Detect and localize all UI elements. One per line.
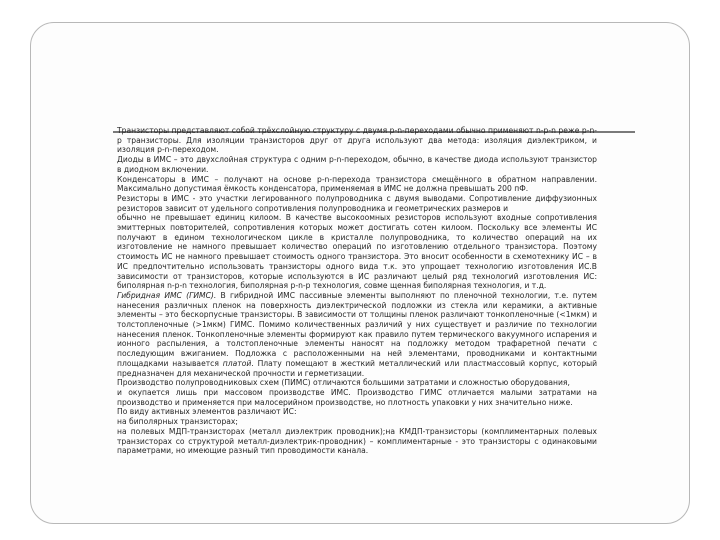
paragraph-active-elements: По виду активных элементов различают ИС:: [117, 407, 297, 417]
paragraph-hybrid-ic: [117, 291, 597, 378]
hybrid-ic-term: Гибридная ИМС (ГИМС).: [117, 290, 217, 300]
plata-term: платой: [222, 358, 252, 368]
hybrid-ic-text-end: . Плату помещают в жесткий металлический или пластмассовый корпус, который предназначен для механической прочности и герметизации.: [117, 358, 598, 378]
paragraph-resistance-and-technology: обычно не превышает единиц килоом. В качестве высокоомных резисторов используют входные сопротивления эмиттерных повторителей, сопротивления которых может достигать сотен килоом. Поскольку все элементы ИС получают в едином технологическом цикле в кристалле полупроводника, то количество операций на их изготовление не намного превышает количество операций по изготовлению отдельного транзистора. Поэтому стоимость ИС не намного превышает стоимость одного транзистора. Это вносит особенности в схемотехнику ИС – в ИС предпочтительно использовать транзисторы одного вида т.к. это упрощает технологию изготовления ИС.В зависимости от транзисторов, которые используются в ИС различают целый ряд технологий изготовления ИС: биполярная n-p-n технология, биполярная p-n-p технология, совме щенная биполярная технология, и т.д.: [117, 213, 597, 291]
paragraph-mdp: на полевых МДП-транзисторах (металл диэлектрик проводник);на КМДП-транзисторы (комплиментарных полевых транзисторах со структурой металл-диэлектрик-проводник) – комплиментарные - это транзисторы с одинаковыми параметрами, но имеющие разный тип проводимости канала.: [117, 426, 597, 456]
paragraph-production: Производство полупроводниковых схем (ПИМС) отличаются большими затратами и сложностью оборудования,: [117, 378, 570, 388]
hybrid-ic-text: В гибридной ИМС пассивные элементы выполняют по пленочной технологии, т.е. путем нанесения различных пленок на поверхность диэлектрической подложки из стекла или керамики, а активные элементы – это бескорпусные транзисторы. В зависимости от толщины пленок различают тонкопленочные (<1мкм) и толстопленочные (>1мкм) ГИМС. Помимо количественных различий у них существует и различие по технологии нанесения пленок. Тонкопленочные элементы формируют как правило путем термического вакуумного испарения и ионного распыления, а толстопленочные элементы наносят на подложку методом трафаретной печати с последующим вжиганием. Подложка с расположенными на ней элементами, проводниками и контактными площадками называется: [117, 290, 598, 368]
paragraph-diodes: Диоды в ИМС – это двухслойная структура с одним p-n-переходом, обычно, в качестве диода используют транзистор в диодном включении.: [117, 155, 597, 174]
paragraph-payback: и окупается лишь при массовом производстве ИМС. Производство ГИМС отличается малыми затратами на производство и применяется при малосерийном производстве, но плотность упаковки у них значительно ниже.: [117, 387, 597, 407]
slide-body-text: [117, 126, 597, 456]
paragraph-transistors: Транзисторы представляют собой трёхслойную структуру с двумя p-n-переходами обычно применяют n-p-n реже p-n- p транзисторы. Для изоляции транзисторов друг от друга используют два метода: изоляция диэлектриком, и изоляция p-n-переходом.: [117, 126, 597, 155]
paragraph-resistors: Резисторы в ИМС - это участки легированного полупроводника с двумя выводами. Сопротивление диффузионных резисторов зависит от удельного сопротивления полупроводника и геометрических размеров и: [117, 193, 597, 213]
paragraph-capacitors: Конденсаторы в ИМС – получают на основе p-n-перехода транзистора смещённого в обратном направлении. Максимально допустимая ёмкость конденсатора, применяемая в ИМС не должна превышать 200 пФ.: [117, 174, 597, 194]
paragraph-bipolar: на биполярных транзисторах;: [117, 417, 238, 427]
